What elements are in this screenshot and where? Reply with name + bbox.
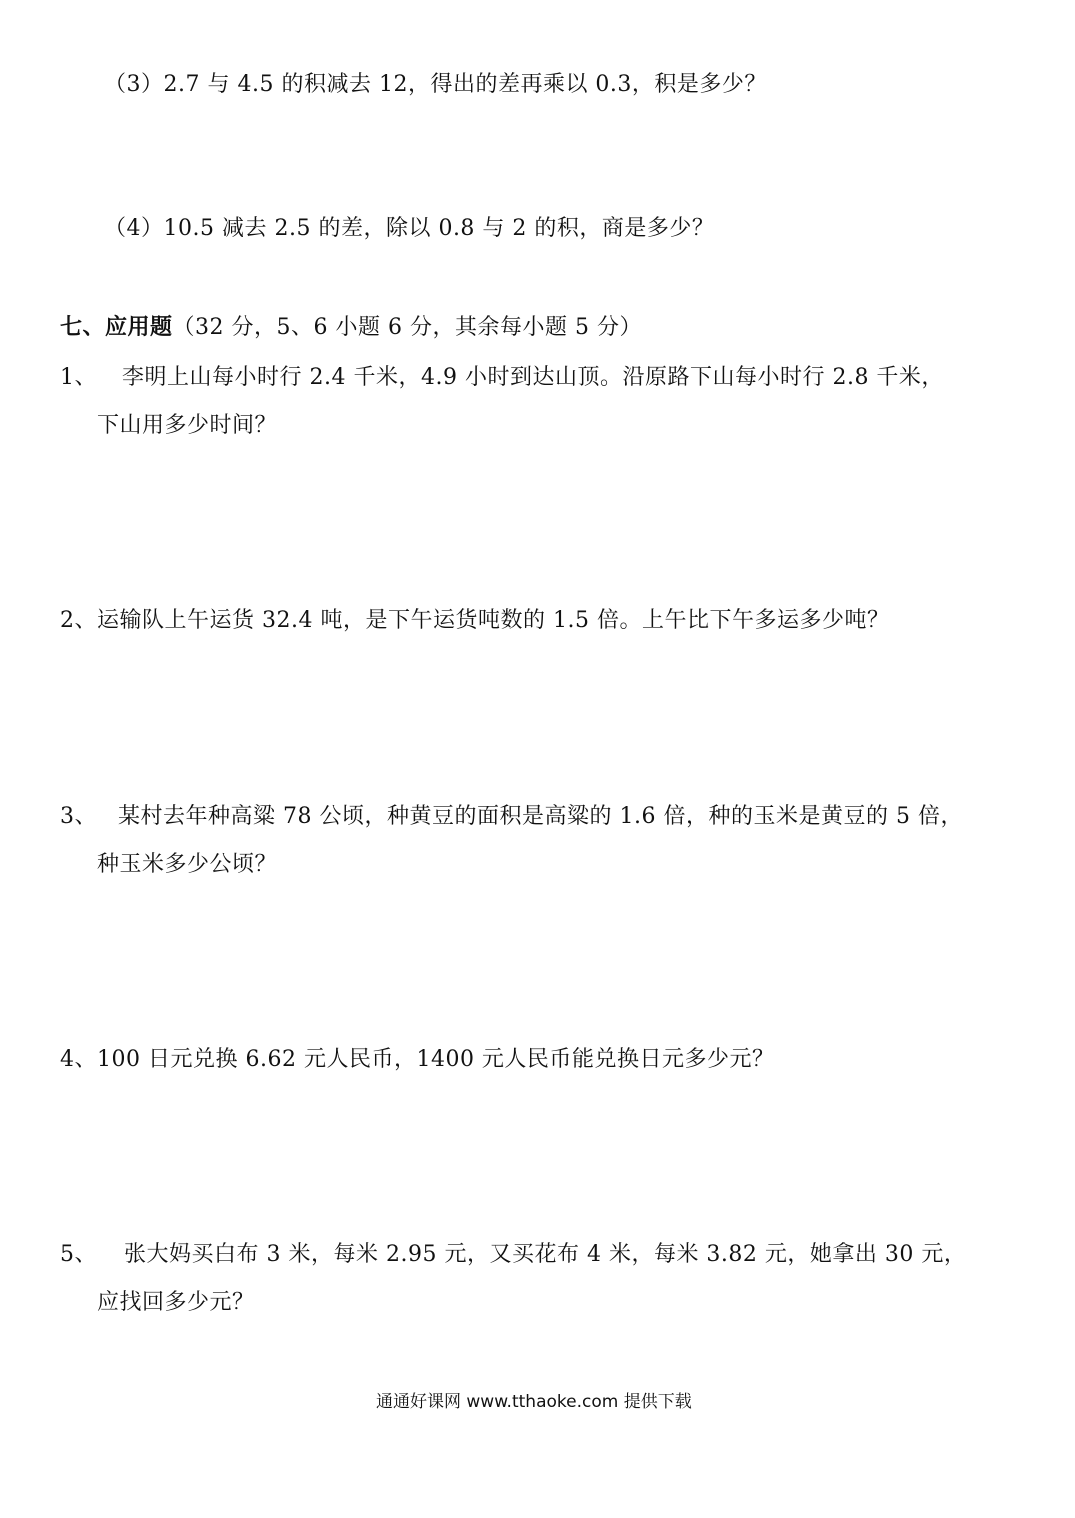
question-4	[60, 1045, 774, 1075]
footer-credit: 通通好课网 www.tthaoke.com 提供下载	[376, 1392, 692, 1412]
question-3-line-1	[60, 802, 963, 832]
question-3-text: 某村去年种高粱 78 公顷，种黄豆的面积是高粱的 1.6 倍，种的玉米是黄豆的 5 倍，	[118, 804, 963, 829]
subproblem-3-label: （3）	[104, 72, 164, 97]
question-1-text: 李明上山每小时行 2.4 千米，4.9 小时到达山顶。沿原路下山每小时行 2.8 千米，	[122, 365, 944, 390]
question-4-text: 100 日元兑换 6.62 元人民币，1400 元人民币能兑换日元多少元？	[97, 1047, 775, 1072]
question-1-line-2: 下山用多少时间？	[97, 413, 278, 438]
question-2-text: 运输队上午运货 32.4 吨，是下午运货吨数的 1.5 倍。上午比下午多运多少吨？	[97, 608, 890, 633]
section-note: （32 分，5、6 小题 6 分，其余每小题 5 分）	[172, 315, 642, 340]
question-1-number: 1、	[60, 365, 97, 390]
subproblem-3	[104, 70, 767, 100]
question-3-line-2: 种玉米多少公顷？	[97, 852, 278, 877]
question-5-text: 张大妈买白布 3 米，每米 2.95 元，又买花布 4 米，每米 3.82 元，她拿出 30 元，	[124, 1242, 967, 1267]
question-2-number: 2、	[60, 608, 97, 633]
subproblem-4	[104, 214, 714, 244]
question-1-line-1	[60, 363, 944, 393]
section-heading	[60, 313, 642, 343]
question-4-number: 4、	[60, 1047, 97, 1072]
subproblem-4-label: （4）	[104, 216, 164, 241]
question-2	[60, 606, 889, 636]
subproblem-4-text: 10.5 减去 2.5 的差，除以 0.8 与 2 的积，商是多少？	[163, 216, 715, 241]
section-title: 七、应用题	[60, 315, 173, 340]
question-5-line-1	[60, 1240, 966, 1270]
question-5-number: 5、	[60, 1242, 97, 1267]
question-3-number: 3、	[60, 804, 97, 829]
question-5-line-2: 应找回多少元？	[97, 1290, 255, 1315]
subproblem-3-text: 2.7 与 4.5 的积减去 12，得出的差再乘以 0.3，积是多少？	[163, 72, 767, 97]
